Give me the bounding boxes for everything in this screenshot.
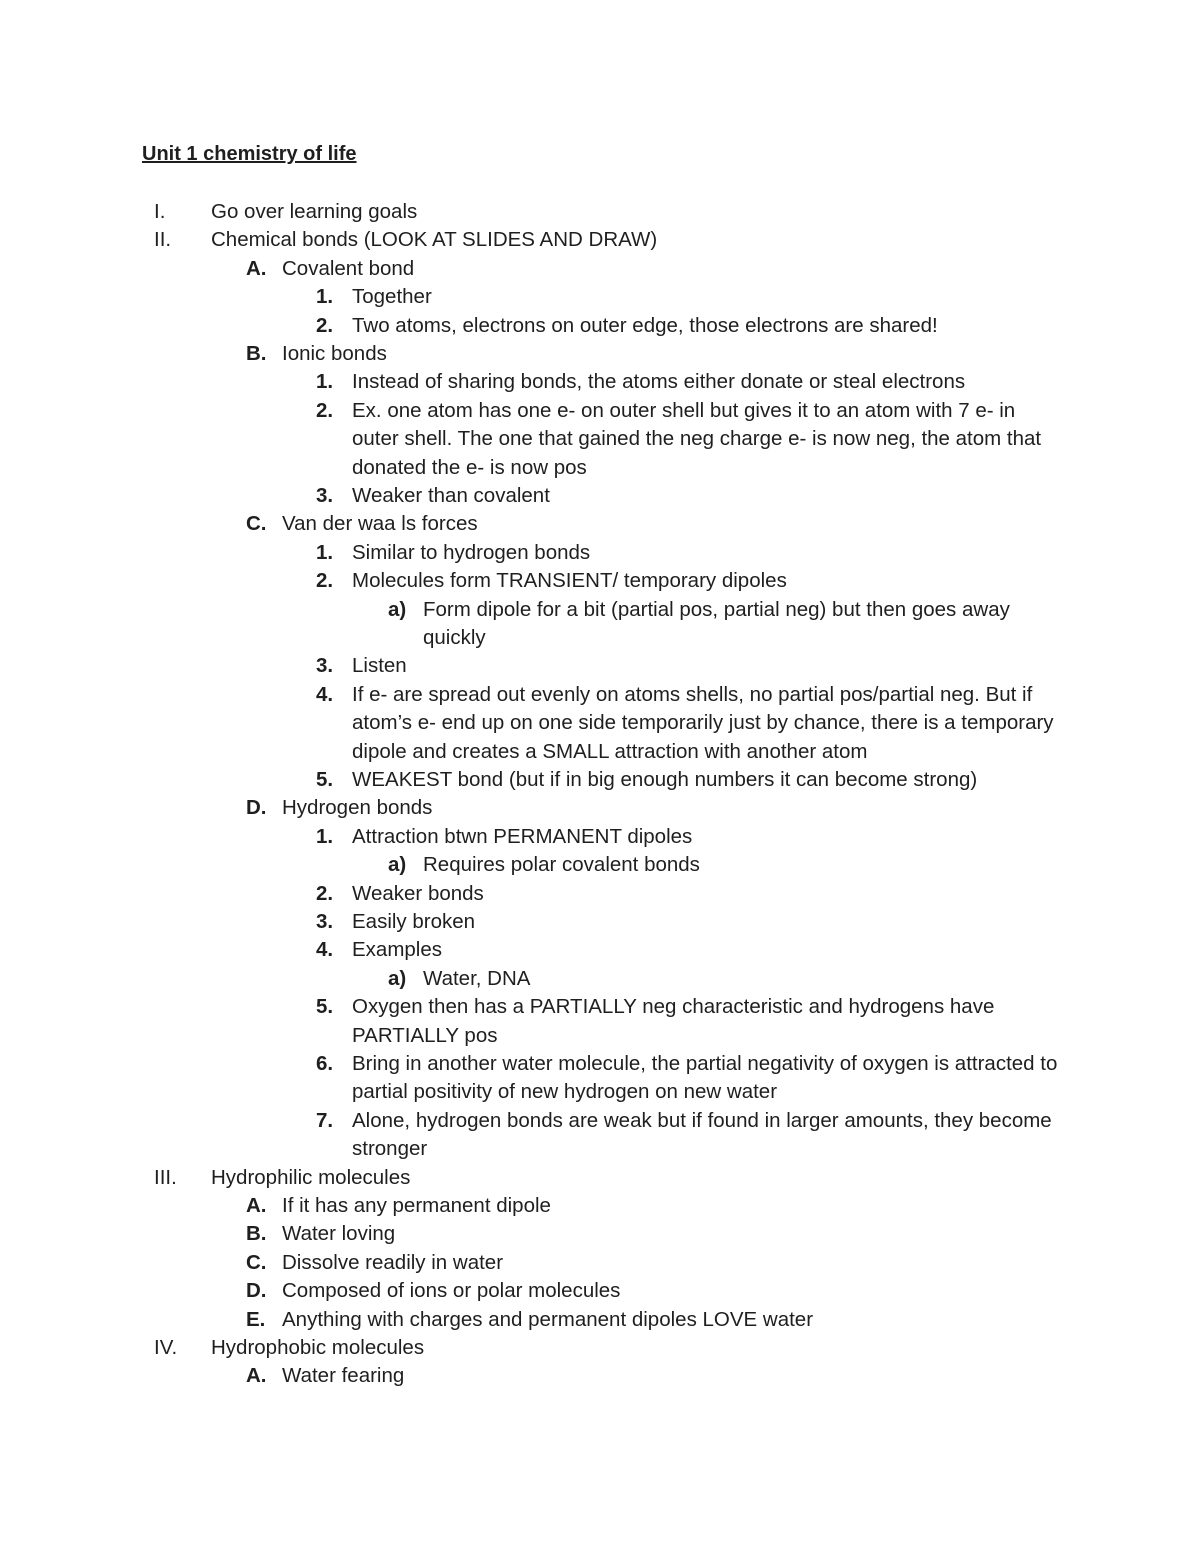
outline-marker: IV. [154,1336,178,1359]
outline-text: Dissolve readily in water [282,1250,504,1274]
outline-marker: A. [246,256,267,280]
outline-text: Molecules form TRANSIENT/ temporary dipoles [352,569,787,593]
outline-text: Examples [352,938,443,962]
outline-marker: A. [246,1364,267,1388]
outline-text: Two atoms, electrons on outer edge, those electrons are shared! [352,313,938,337]
outline-text: Hydrogen bonds [282,796,433,820]
outline-text: Hydrophilic molecules [211,1165,411,1189]
outline-marker: D. [246,1279,267,1303]
outline-marker: 1. [316,285,334,309]
outline-text: Similar to hydrogen bonds [352,540,591,564]
outline-marker: C. [246,1250,267,1274]
outline-text: Water loving [282,1222,396,1246]
outline-text: Ex. one atom has one e- on outer shell but gives it to an atom with 7 e- in outer shell. The one that gained the neg charge e- is now neg, the atom that donated the e- is now pos [352,398,1042,479]
page-title: Unit 1 chemistry of life [142,143,357,165]
outline-marker: A. [246,1194,267,1217]
outline-marker: 3. [316,484,334,507]
outline-text: Attraction btwn PERMANENT dipoles [352,824,693,848]
outline-marker: 6. [316,1052,334,1075]
outline-text: Composed of ions or polar molecules [282,1279,621,1303]
outline-text: Water, DNA [423,966,531,990]
outline-marker: 5. [316,768,334,791]
outline-marker: 1. [316,824,334,848]
outline-marker: 7. [316,1108,334,1132]
outline-marker: 2. [316,398,334,422]
outline-text: Chemical bonds (LOOK AT SLIDES AND DRAW) [211,228,658,252]
outline-marker: a) [388,597,407,621]
outline-marker: 1. [316,540,334,564]
outline-text: Anything with charges and permanent dipoles LOVE water [282,1307,814,1331]
outline-marker: 4. [316,938,334,962]
outline-marker: C. [246,512,267,536]
outline-text: Form dipole for a bit (partial pos, partial neg) but then goes away quickly [423,597,1010,649]
outline-text: Van der waa ls forces [282,512,478,536]
outline-marker: E. [246,1307,266,1331]
outline-text: WEAKEST bond (but if in big enough numbers it can become strong) [352,768,978,791]
outline-text: Ionic bonds [282,342,387,365]
outline-marker: B. [246,1222,267,1246]
outline-text: Go over learning goals [211,200,418,223]
outline-text: Weaker than covalent [352,484,550,507]
outline-marker: 1. [316,370,334,394]
outline-text: Weaker bonds [352,881,484,905]
outline-text: Requires polar covalent bonds [423,853,700,877]
outline-text: Easily broken [352,910,476,933]
outline-marker: II. [154,228,172,252]
outline-text: Water fearing [282,1364,405,1388]
outline-text: Covalent bond [282,256,415,280]
outline-marker: 3. [316,910,334,933]
outline-text: Bring in another water molecule, the partial negativity of oxygen is attracted to partial positivity of new hydrogen on new water [352,1052,1058,1104]
outline-marker: B. [246,342,267,365]
outline-marker: 2. [316,569,334,593]
outline-marker: 5. [316,995,334,1019]
outline-marker: a) [388,966,407,990]
outline-marker: 2. [316,881,334,905]
outline-text: If it has any permanent dipole [282,1194,551,1217]
outline-marker: 2. [316,313,334,337]
outline-marker: I. [154,200,166,223]
outline-text: Alone, hydrogen bonds are weak but if found in larger amounts, they become stronger [352,1108,1052,1161]
outline-marker: 4. [316,682,334,706]
outline-text: If e- are spread out evenly on atoms shells, no partial pos/partial neg. But if atom’s e- end up on one side temporarily just by chance, there is a temporary dipole and creates a SMALL attraction with another atom [352,682,1054,763]
outline-text: Together [352,285,432,309]
outline-marker: D. [246,796,267,820]
outline-marker: a) [388,853,407,877]
outline-text: Instead of sharing bonds, the atoms either donate or steal electrons [352,370,966,394]
outline-text: Oxygen then has a PARTIALLY neg characteristic and hydrogens have PARTIALLY pos [352,995,995,1047]
outline-text: Listen [352,654,407,678]
outline-marker: III. [154,1165,177,1189]
outline-text: Hydrophobic molecules [211,1336,425,1359]
outline-marker: 3. [316,654,334,678]
